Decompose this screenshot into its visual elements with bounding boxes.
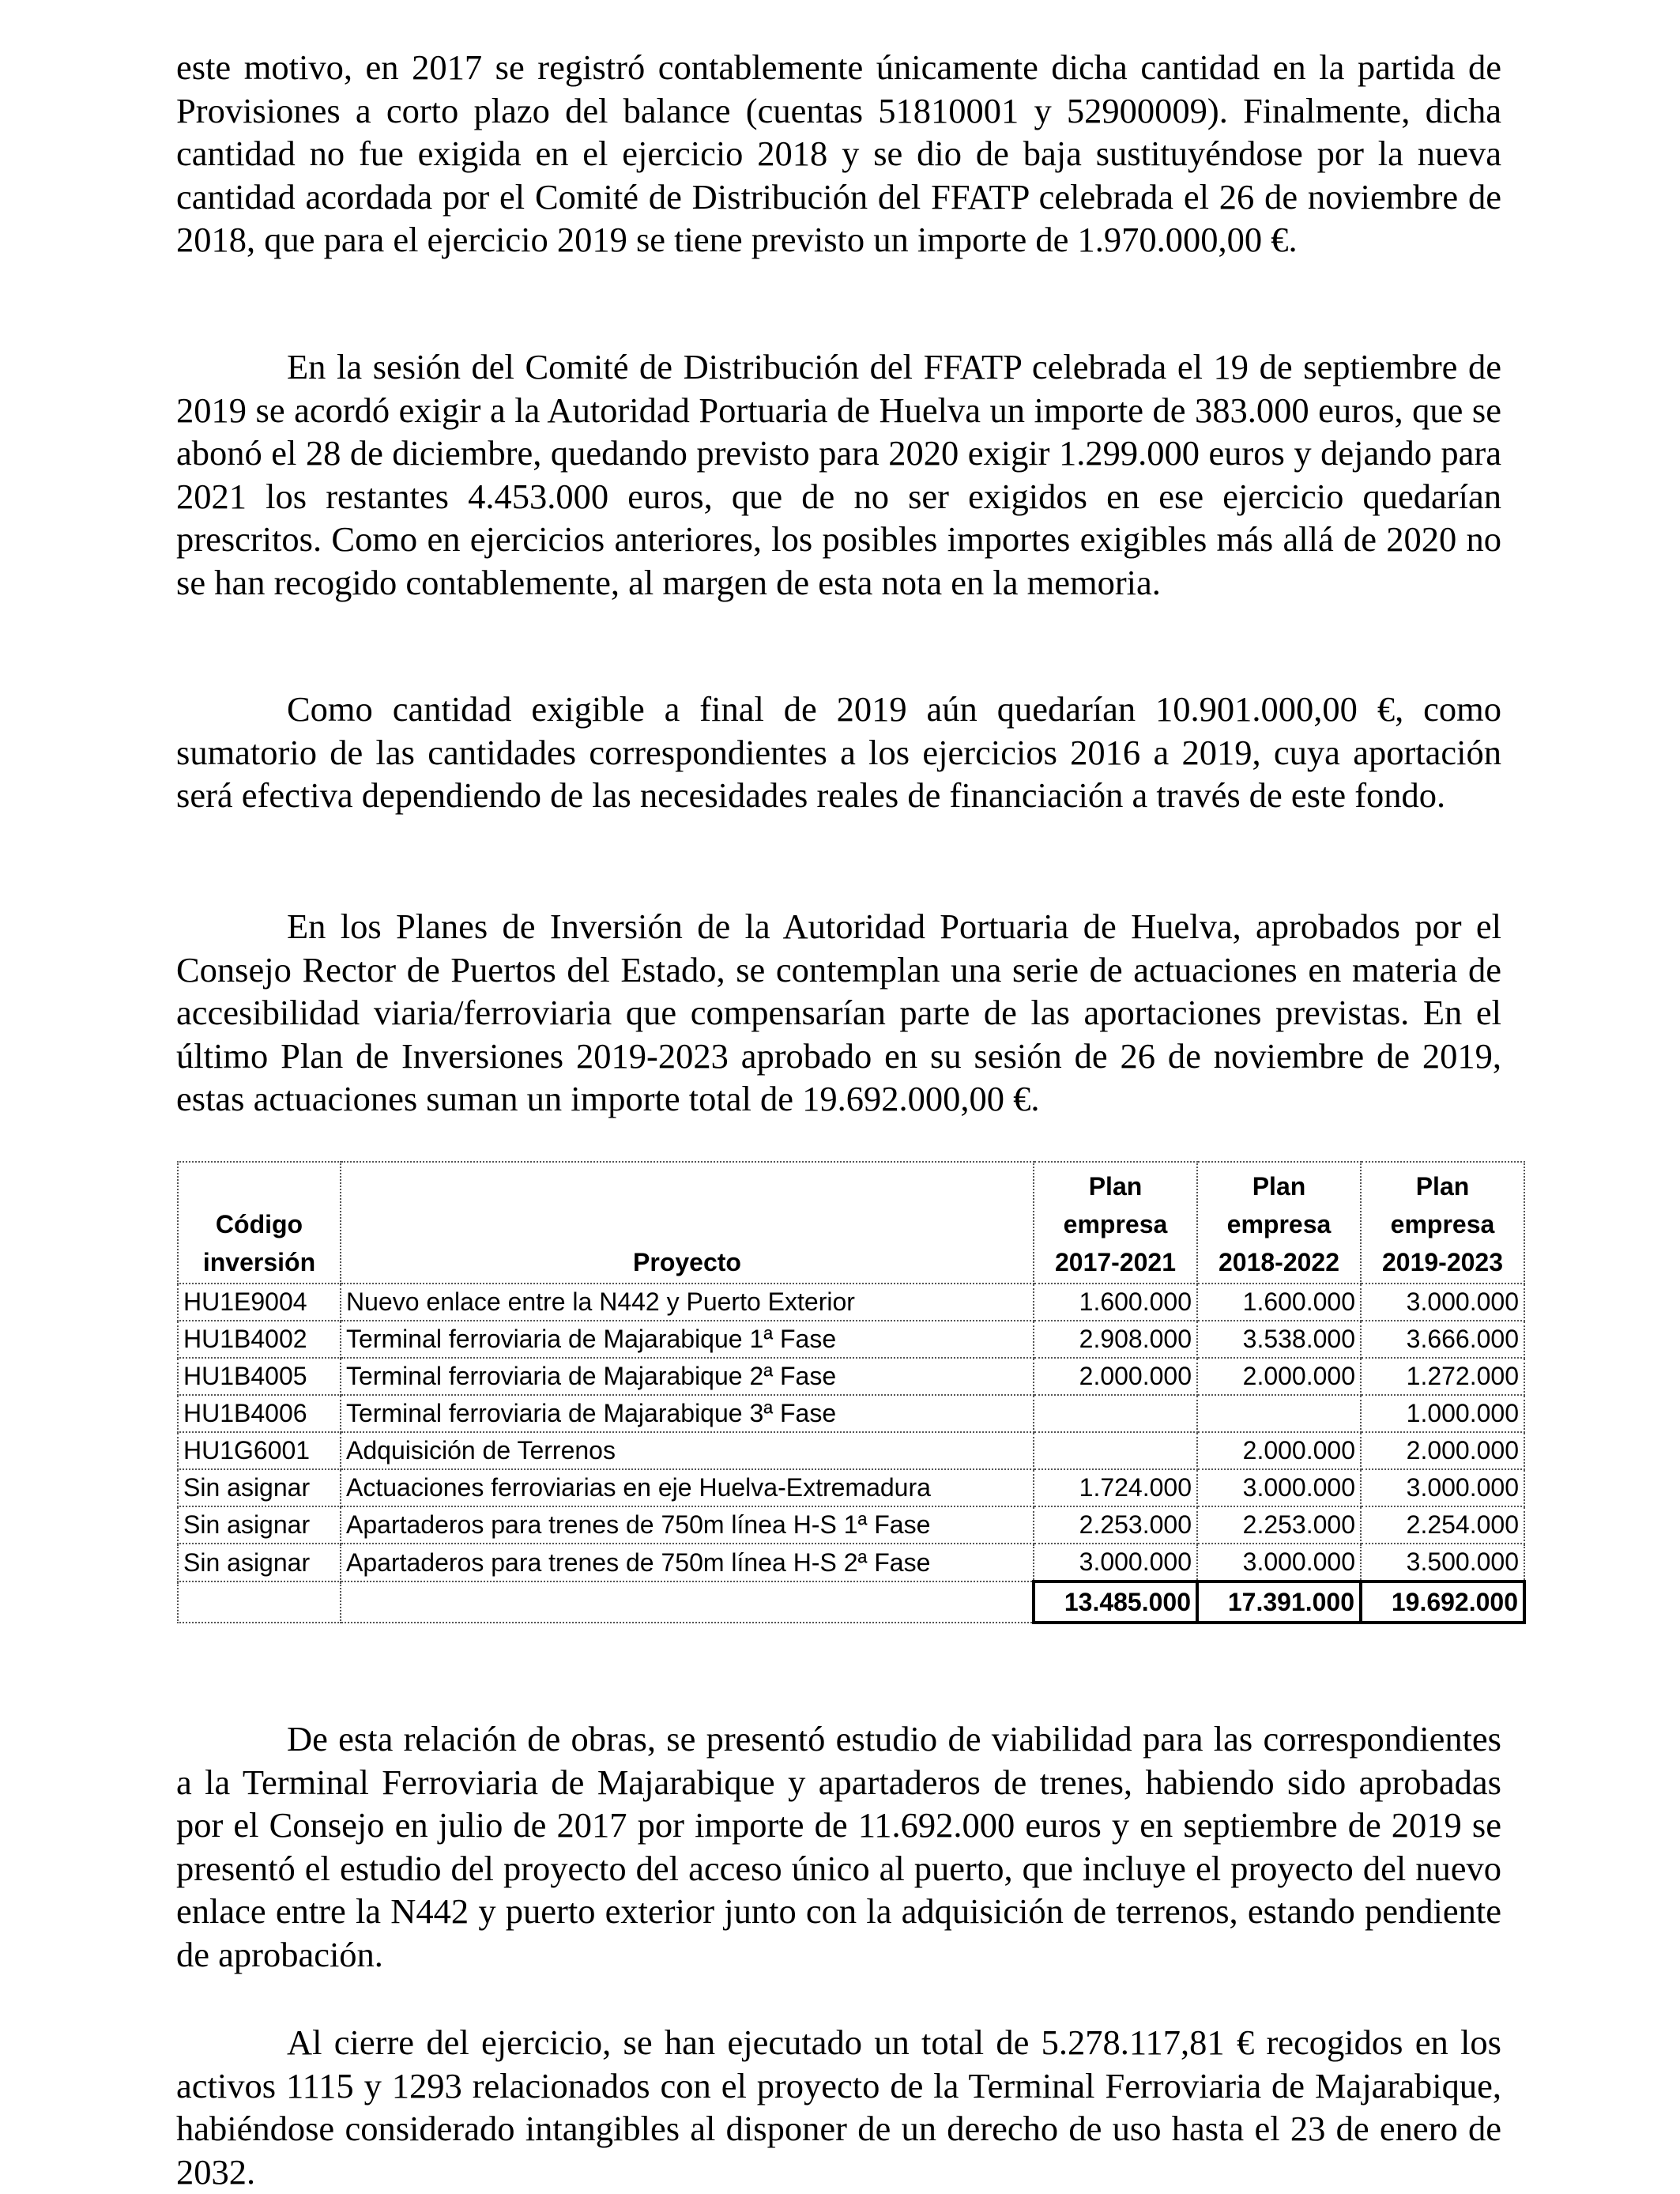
cell-value-2019-2023: 1.000.000 [1361,1395,1524,1432]
table-row [178,1506,1524,1544]
table-header-row [178,1162,1524,1284]
header-period: 2017-2021 [1054,1248,1177,1276]
table-row [178,1544,1524,1581]
investment-table [177,1161,1526,1624]
header-plan-label: Plan [1252,1172,1306,1201]
paragraph-committee-session: En la sesión del Comité de Distribución del FFATP celebrada el 19 de septiembre de 2019 se acordó exigir a la Autoridad Portuaria de Huelva un importe de 383.000 euros, que se abonó el 28 de diciembre, quedando previsto para 2020 exigir 1.299.000 euros y dejando para 2021 los restantes 4.453.000 euros, que de no ser exigidos en ese ejercicio quedarían prescritos. Como en ejercicios anteriores, los posibles importes exigibles más allá de 2020 no se han recogido contablemente, al margen de esta nota en la memoria. [176,347,1501,602]
cell-value-2017-2021: 1.724.000 [1034,1469,1197,1506]
cell-code: HU1B4006 [178,1395,341,1432]
header-plan-label: Plan [1088,1172,1143,1201]
cell-value-2018-2022: 1.600.000 [1197,1284,1361,1321]
cell-value-2019-2023: 3.000.000 [1361,1469,1524,1506]
cell-code: HU1B4002 [178,1321,341,1358]
cell-value-2019-2023: 1.272.000 [1361,1358,1524,1395]
cell-value-2019-2023: 3.666.000 [1361,1321,1524,1358]
cell-value-2017-2021: 2.908.000 [1034,1321,1197,1358]
table-row [178,1432,1524,1469]
header-code-line2: inversión [202,1248,316,1276]
cell-project: Apartaderos para trenes de 750m línea H-S 2ª Fase [341,1544,1034,1581]
cell-code: Sin asignar [178,1469,341,1506]
cell-value-2017-2021: 2.253.000 [1034,1506,1197,1544]
cell-code: Sin asignar [178,1506,341,1544]
total-2019-2023: 19.692.000 [1361,1581,1524,1623]
cell-project: Terminal ferroviaria de Majarabique 1ª Fase [341,1321,1034,1358]
header-period: 2019-2023 [1381,1248,1504,1276]
total-2017-2021: 13.485.000 [1034,1581,1197,1623]
header-empresa-label: empresa [1063,1210,1168,1238]
header-plan-2019-2023 [1361,1162,1524,1284]
paragraph-year-end-execution: Al cierre del ejercicio, se han ejecutado un total de 5.278.117,81 € recogidos en los activos 1115 y 1293 relacionados con el proyecto de la Terminal Ferroviaria de Majarabique, habiéndose considerado intangibles al disponer de un derecho de uso hasta el 23 de enero de 2032. [176,2022,1501,2192]
header-empresa-label: empresa [1226,1210,1332,1238]
cell-project: Terminal ferroviaria de Majarabique 2ª Fase [341,1358,1034,1395]
header-empresa-label: empresa [1390,1210,1495,1238]
cell-value-2017-2021: 1.600.000 [1034,1284,1197,1321]
cell-value-2017-2021 [1034,1432,1197,1469]
paragraph-viability-study: De esta relación de obras, se presentó estudio de viabilidad para las correspondientes a la Terminal Ferroviaria de Majarabique y apartaderos de trenes, habiendo sido aprobadas por el Consejo en julio de 2017 por importe de 11.692.000 euros y en septiembre de 2019 se presentó el estudio del proyecto del acceso único al puerto, que incluye el proyecto del nuevo enlace entre la N442 y puerto exterior junto con la adquisición de terrenos, estando pendiente de aprobación. [176,1719,1501,1974]
cell-code: HU1G6001 [178,1432,341,1469]
cell-code: Sin asignar [178,1544,341,1581]
table-row [178,1395,1524,1432]
table-row [178,1321,1524,1358]
header-plan-label: Plan [1415,1172,1470,1201]
paragraph-investment-plans: En los Planes de Inversión de la Autoridad Portuaria de Huelva, aprobados por el Consejo Rector de Puertos del Estado, se contemplan una serie de actuaciones en materia de accesibilidad viaria/ferroviaria que compensarían parte de las aportaciones previstas. En el último Plan de Inversiones 2019-2023 aprobado en su sesión de 26 de noviembre de 2019, estas actuaciones suman un importe total de 19.692.000,00 €. [176,907,1501,1118]
cell-value-2017-2021 [1034,1395,1197,1432]
cell-value-2018-2022: 2.253.000 [1197,1506,1361,1544]
paragraph-exigible-amount: Como cantidad exigible a final de 2019 aún quedarían 10.901.000,00 €, como sumatorio de las cantidades correspondientes a los ejercicios 2016 a 2019, cuya aportación será efectiva dependiendo de las necesidades reales de financiación a través de este fondo. [176,689,1501,815]
header-code-line1: Código [215,1210,303,1238]
total-blank-cell [178,1581,341,1623]
header-investment-code [178,1162,341,1284]
cell-value-2019-2023: 3.000.000 [1361,1284,1524,1321]
total-blank-cell [341,1581,1034,1623]
cell-value-2019-2023: 3.500.000 [1361,1544,1524,1581]
header-period: 2018-2022 [1218,1248,1340,1276]
header-plan-2018-2022 [1197,1162,1361,1284]
table-total-row [178,1581,1524,1623]
cell-project: Apartaderos para trenes de 750m línea H-S 1ª Fase [341,1506,1034,1544]
table-row [178,1284,1524,1321]
cell-value-2017-2021: 3.000.000 [1034,1544,1197,1581]
cell-value-2018-2022: 2.000.000 [1197,1358,1361,1395]
cell-value-2017-2021: 2.000.000 [1034,1358,1197,1395]
cell-value-2019-2023: 2.000.000 [1361,1432,1524,1469]
cell-code: HU1B4005 [178,1358,341,1395]
cell-project: Actuaciones ferroviarias en eje Huelva-Extremadura [341,1469,1034,1506]
cell-project: Terminal ferroviaria de Majarabique 3ª Fase [341,1395,1034,1432]
table-row [178,1469,1524,1506]
header-plan-2017-2021 [1034,1162,1197,1284]
cell-value-2018-2022 [1197,1395,1361,1432]
cell-value-2018-2022: 3.000.000 [1197,1544,1361,1581]
header-project: Proyecto [341,1162,1034,1284]
table-row [178,1358,1524,1395]
cell-value-2018-2022: 2.000.000 [1197,1432,1361,1469]
cell-project: Nuevo enlace entre la N442 y Puerto Exterior [341,1284,1034,1321]
cell-project: Adquisición de Terrenos [341,1432,1034,1469]
paragraph-provisions: este motivo, en 2017 se registró contablemente únicamente dicha cantidad en la partida de Provisiones a corto plazo del balance (cuentas 51810001 y 52900009). Finalmente, dicha cantidad no fue exigida en el ejercicio 2018 y se dio de baja sustituyéndose por la nueva cantidad acordada por el Comité de Distribución del FFATP celebrada el 26 de noviembre de 2018, que para el ejercicio 2019 se tiene previsto un importe de 1.970.000,00 €. [176,47,1501,259]
cell-value-2018-2022: 3.538.000 [1197,1321,1361,1358]
cell-value-2018-2022: 3.000.000 [1197,1469,1361,1506]
cell-value-2019-2023: 2.254.000 [1361,1506,1524,1544]
cell-code: HU1E9004 [178,1284,341,1321]
total-2018-2022: 17.391.000 [1197,1581,1361,1623]
